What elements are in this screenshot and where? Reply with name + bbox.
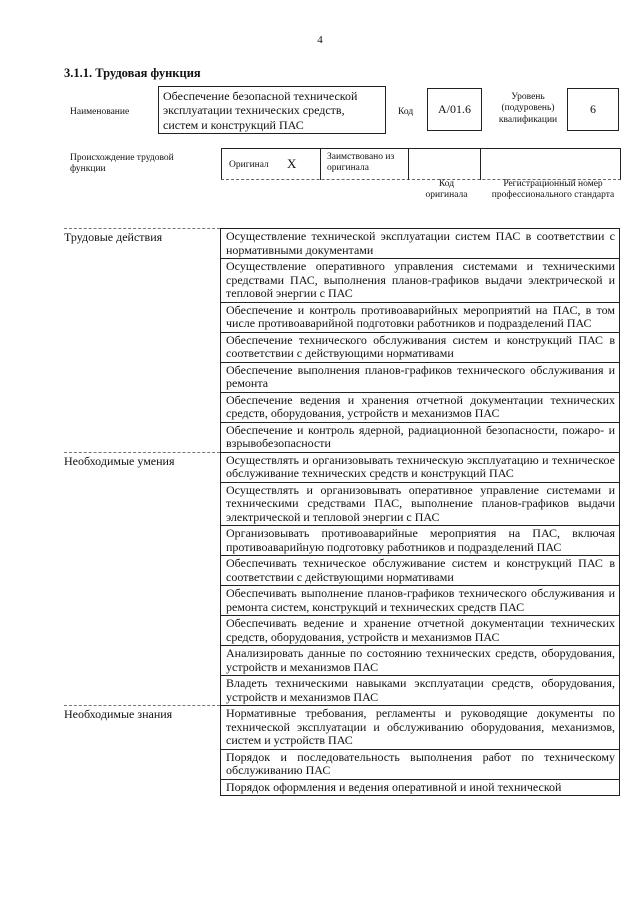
table-cell: Порядок и последовательность выполнения работ по техническому обслуживанию ПАС — [220, 749, 620, 779]
table-cell: Осуществлять и организовывать техническую эксплуатацию и техническое обслуживание технических средств и конструкций ПАС — [220, 452, 620, 482]
code-original-label: Код оригинала — [425, 179, 468, 201]
section-label: Трудовые действия — [64, 230, 163, 244]
original-label: Оригинал — [229, 160, 269, 170]
table-cell: Обеспечивать ведение и хранение отчетной документации технических средств, оборудования, устройств и механизмов ПАС — [220, 615, 620, 645]
code-value: A/01.6 — [438, 102, 471, 116]
table-cell: Осуществление оперативного управления системами и техническими средствами ПАС, выполнения планов-графиков выдачи электрической и тепловой энергии с ПАС — [220, 258, 620, 302]
table-cell: Обеспечение и контроль противоаварийных мероприятий на ПАС, в том числе противоаварийной подготовки работников и подразделений ПАС — [220, 302, 620, 332]
origin-divider-1 — [320, 148, 321, 180]
function-table — [64, 228, 620, 796]
table-cell: Анализировать данные по состоянию технических средств, оборудования, устройств и механизмов ПАС — [220, 645, 620, 675]
original-mark: X — [287, 156, 297, 171]
section-required-skills — [64, 452, 620, 706]
table-cell: Нормативные требования, регламенты и руководящие документы по технической эксплуатации и обслуживанию оборудования, механизмов, систем и устройств ПАС — [220, 705, 620, 749]
section-title: 3.1.1. Трудовая функция — [64, 66, 201, 80]
code-box — [427, 88, 482, 131]
table-cell: Осуществлять и организовывать оперативное управление системами и техническими средствами ПАС, выполнение планов-графиков выдачи электрической и тепловой энергии с ПАС — [220, 482, 620, 526]
function-name-value: Обеспечение безопасной технической эксплуатации технических средств, систем и конструкций ПАС — [163, 89, 358, 132]
level-box — [567, 88, 619, 131]
section-label: Необходимые знания — [64, 707, 173, 721]
page-number: 4 — [317, 34, 323, 46]
origin-divider-2 — [408, 148, 409, 180]
origin-divider-3 — [480, 148, 481, 180]
table-cell: Обеспечивать выполнение планов-графиков технического обслуживания и ремонта систем, конструкций и технических средств ПАС — [220, 585, 620, 615]
table-cell: Обеспечение ведения и хранения отчетной документации технических средств, оборудования, устройств и механизмов ПАС — [220, 392, 620, 422]
section-labor-actions — [64, 228, 620, 452]
function-name-box — [158, 86, 386, 134]
code-label: Код — [398, 107, 414, 117]
table-cell: Порядок оформления и ведения оперативной и иной технической — [220, 779, 620, 797]
table-cell: Осуществление технической эксплуатации систем ПАС в соответствии с нормативными документами — [220, 228, 620, 258]
section-label: Необходимые умения — [64, 453, 175, 468]
origin-box — [221, 148, 621, 180]
table-cell: Владеть техническими навыками эксплуатации средств, оборудования, устройств и механизмов ПАС — [220, 675, 620, 705]
table-cell: Обеспечение и контроль ядерной, радиационной безопасности, пожаро- и взрывобезопасности — [220, 422, 620, 452]
origin-label: Происхождение трудовой функции — [70, 153, 174, 175]
table-cell: Обеспечение технического обслуживания систем и конструкций ПАС в соответствии с действующими нормативами — [220, 332, 620, 362]
level-label: Уровень (подуровень) квалификации — [498, 92, 558, 125]
table-cell: Обеспечивать техническое обслуживание систем и конструкций ПАС в соответствии с действующими нормативами — [220, 555, 620, 585]
section-required-knowledge — [64, 705, 620, 796]
reg-number-label: Регистрационный номер профессионального стандарта — [491, 179, 615, 201]
borrowed-label: Заимствовано из оригинала — [327, 152, 395, 174]
table-cell: Организовывать противоаварийные мероприятия на ПАС, включая противоаварийную подготовку работников и подразделений ПАС — [220, 525, 620, 555]
table-cell: Обеспечение выполнения планов-графиков технического обслуживания и ремонта — [220, 362, 620, 392]
level-value: 6 — [590, 102, 596, 116]
name-label: Наименование — [70, 107, 130, 117]
